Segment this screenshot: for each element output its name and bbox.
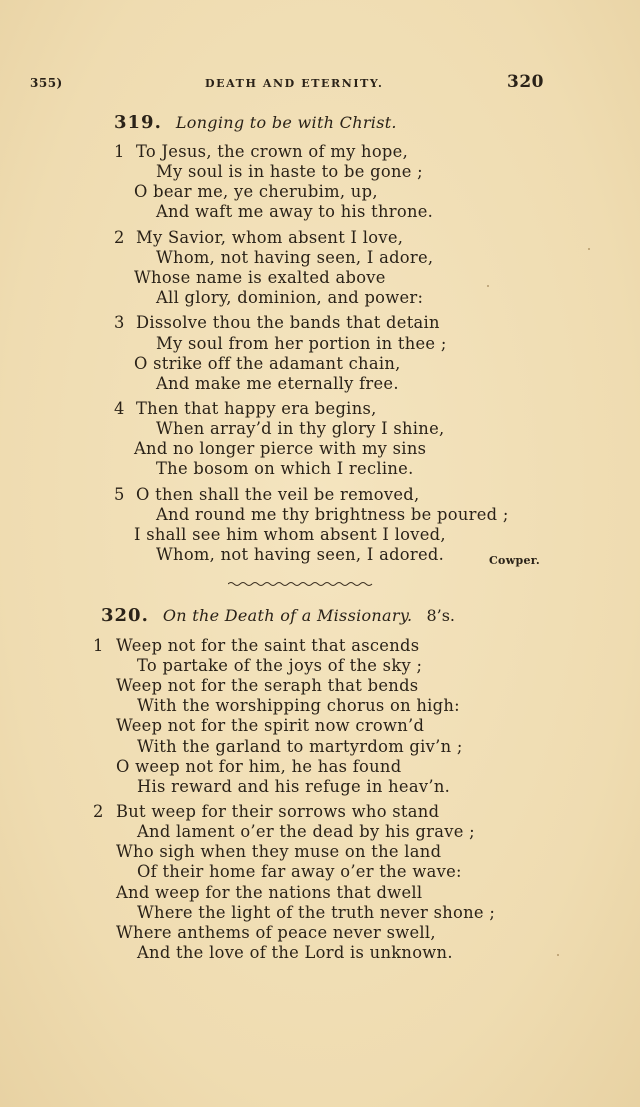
stanza-number: 2 — [114, 227, 125, 247]
page-number-left: 355) — [30, 76, 63, 90]
verse-line: And make me eternally free. — [156, 373, 399, 393]
verse-line: My soul from her portion in thee ; — [156, 333, 447, 353]
verse-line: To partake of the joys of the sky ; — [137, 656, 423, 676]
page-number-right: 320 — [507, 72, 544, 92]
verse-line: Weep not for the saint that ascends — [116, 636, 420, 655]
stanza-number: 1 — [114, 142, 125, 161]
running-header — [30, 74, 544, 94]
hymn-number: 319. — [114, 112, 162, 133]
verse-line: To Jesus, the crown of my hope, — [136, 142, 409, 161]
hymn-title: On the Death of a Missionary. — [162, 606, 413, 625]
verse-line: Then that happy era begins, — [136, 399, 377, 419]
verse-line: And no longer pierce with my sins — [134, 439, 427, 459]
verse-line: Where the light of the truth never shone ; — [137, 902, 496, 922]
verse-line: My Savior, whom absent I love, — [136, 227, 404, 247]
verse-line: Who sigh when they muse on the land — [116, 842, 442, 862]
verse-line: Weep not for the spirit now crown’d — [116, 716, 425, 736]
hymn-author: Cowper. — [489, 554, 540, 567]
verse-line: And lament o’er the dead by his grave ; — [137, 822, 475, 842]
verse-line: With the garland to martyrdom giv’n ; — [137, 736, 463, 756]
paper-speck — [588, 248, 590, 250]
verse-line: Whom, not having seen, I adore, — [156, 247, 434, 267]
verse-line: Of their home far away o’er the wave: — [137, 862, 462, 882]
verse-line: My soul is in haste to be gone ; — [156, 162, 423, 182]
verse-line: And the love of the Lord is unknown. — [137, 942, 453, 962]
verse-line: Where anthems of peace never swell, — [116, 922, 436, 942]
stanza-number: 2 — [93, 802, 104, 822]
verse-line: When array’d in thy glory I shine, — [156, 419, 445, 439]
hymn-meter: 8’s. — [426, 606, 455, 625]
verse-line: O bear me, ye cherubim, up, — [134, 182, 378, 202]
verse-line: And weep for the nations that dwell — [116, 882, 423, 902]
verse-line: With the worshipping chorus on high: — [137, 696, 460, 716]
hymn-title: Longing to be with Christ. — [175, 113, 397, 132]
hymn-319-heading — [114, 112, 397, 133]
hymn-320-heading — [101, 605, 455, 626]
hymn-number: 320. — [101, 605, 149, 626]
verse-line: Dissolve thou the bands that detain — [136, 313, 440, 333]
stanza-number: 5 — [114, 484, 125, 504]
verse-line: O then shall the veil be removed, — [136, 484, 420, 504]
verse-line: His reward and his refuge in heav’n. — [137, 776, 451, 796]
verse-line: And waft me away to his throne. — [156, 202, 434, 222]
verse-line: But weep for their sorrows who stand — [116, 802, 440, 822]
stanza-number: 4 — [114, 399, 125, 419]
verse-line: Weep not for the seraph that bends — [116, 676, 419, 696]
verse-line: The bosom on which I recline. — [156, 459, 414, 479]
running-title: DEATH AND ETERNITY. — [205, 77, 384, 90]
verse-line: Whose name is exalted above — [134, 267, 386, 287]
verse-line: O weep not for him, he has found — [116, 756, 402, 776]
stanza-number: 1 — [93, 636, 104, 655]
section-divider — [228, 578, 373, 588]
verse-line: Whom, not having seen, I adored. — [156, 545, 445, 565]
stanza-number: 3 — [114, 313, 125, 333]
verse-line: And round me thy brightness be poured ; — [156, 504, 509, 524]
verse-line: I shall see him whom absent I loved, — [134, 525, 446, 544]
paper-speck — [487, 285, 489, 287]
paper-speck — [557, 954, 559, 956]
verse-line: O strike off the adamant chain, — [134, 353, 401, 373]
verse-line: All glory, dominion, and power: — [156, 288, 424, 307]
